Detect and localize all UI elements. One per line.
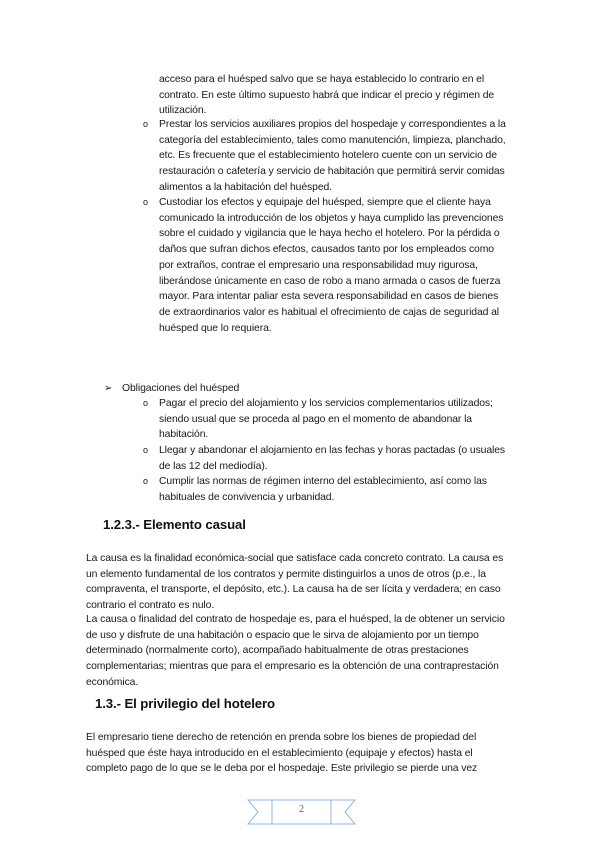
intro-continuation: acceso para el huésped salvo que se haya establecido lo contrario en el contrato. En este último supuesto habrá que indicar el precio y régimen de utilización. <box>159 74 495 117</box>
list-item: Cumplir las normas de régimen interno del establecimiento, así como las habituales de convivencia y urbanidad. <box>159 476 487 503</box>
section-heading: 1.2.3.- Elemento casual <box>103 517 246 532</box>
bullet-marker: o <box>143 398 149 408</box>
list-item: Prestar los servicios auxiliares propios del hospedaje y correspondientes a la categoría del establecimiento, tales como manutención, limpieza, planchado, etc. Es frecuente que el establecimiento hotelero cuente con un servicio de restauración o cafetería y servicio de habitación que permitirá servir comidas alimentos a la habitación del huésped. <box>159 119 506 193</box>
paragraph: El empresario tiene derecho de retención en prenda sobre los bienes de propiedad del huésped que éste haya introducido en el establecimiento (equipaje y efectos) hasta el completo pago de lo que se le deba por el hospedaje. Este privilegio se pierde una vez <box>86 732 478 775</box>
bullet-marker: o <box>143 476 149 486</box>
list-item: Pagar el precio del alojamiento y los servicios complementarios utilizados; siendo usual que se proceda al pago en el momento de abandonar la habitación. <box>159 398 493 441</box>
bullet-marker: o <box>143 445 149 455</box>
section-heading: 1.3.- El privilegio del hotelero <box>95 696 276 711</box>
arrow-bullet-icon: ➢ <box>104 383 113 394</box>
paragraph: La causa o finalidad del contrato de hospedaje es, para el huésped, la de obtener un servicio de uso y disfrute de una habitación o espacio que le sirva de alojamiento por un tiempo determinado (normalmente corto), acompañado habitualmente de otras prestaciones complementarias; mientras que para el empresario es la obtención de una contraprestación económica. <box>86 614 505 688</box>
list-item: Llegar y abandonar el alojamiento en las fechas y horas pactadas (o usuales de las 12 del mediodía). <box>159 445 506 472</box>
page-number: 2 <box>299 804 304 815</box>
bullet-marker: o <box>143 197 149 207</box>
paragraph: La causa es la finalidad económica-social que satisface cada concreto contrato. La causa es un elemento fundamental de los contratos y permite distinguirlos a unos de otros (p.e., la compraventa, el transporte, el depósito, etc.). La causa ha de ser lícita y verdadera; en caso contrario el contrato es nulo. <box>86 553 504 612</box>
list-item: Custodiar los efectos y equipaje del huésped, siempre que el cliente haya comunicado la introducción de los objetos y haya cumplido las prevenciones sobre el cuidado y vigilancia que le haya hecho el hotelero. Por la pérdida o daños que sufran dichos efectos, causados tanto por los empleados como por extraños, contrae el empresario una responsabilidad muy rigurosa, liberándose únicamente en caso de robo a mano armada o casos de fuerza mayor. Para intentar paliar esta severa responsabilidad en casos de bienes de extraordinarios valor es habitual el ofrecimiento de cajas de seguridad al huésped que lo requiera. <box>159 197 504 334</box>
page-number-ribbon <box>246 798 357 826</box>
bullet-marker: o <box>143 119 149 129</box>
guest-obligations-title: Obligaciones del huésped <box>122 383 240 394</box>
